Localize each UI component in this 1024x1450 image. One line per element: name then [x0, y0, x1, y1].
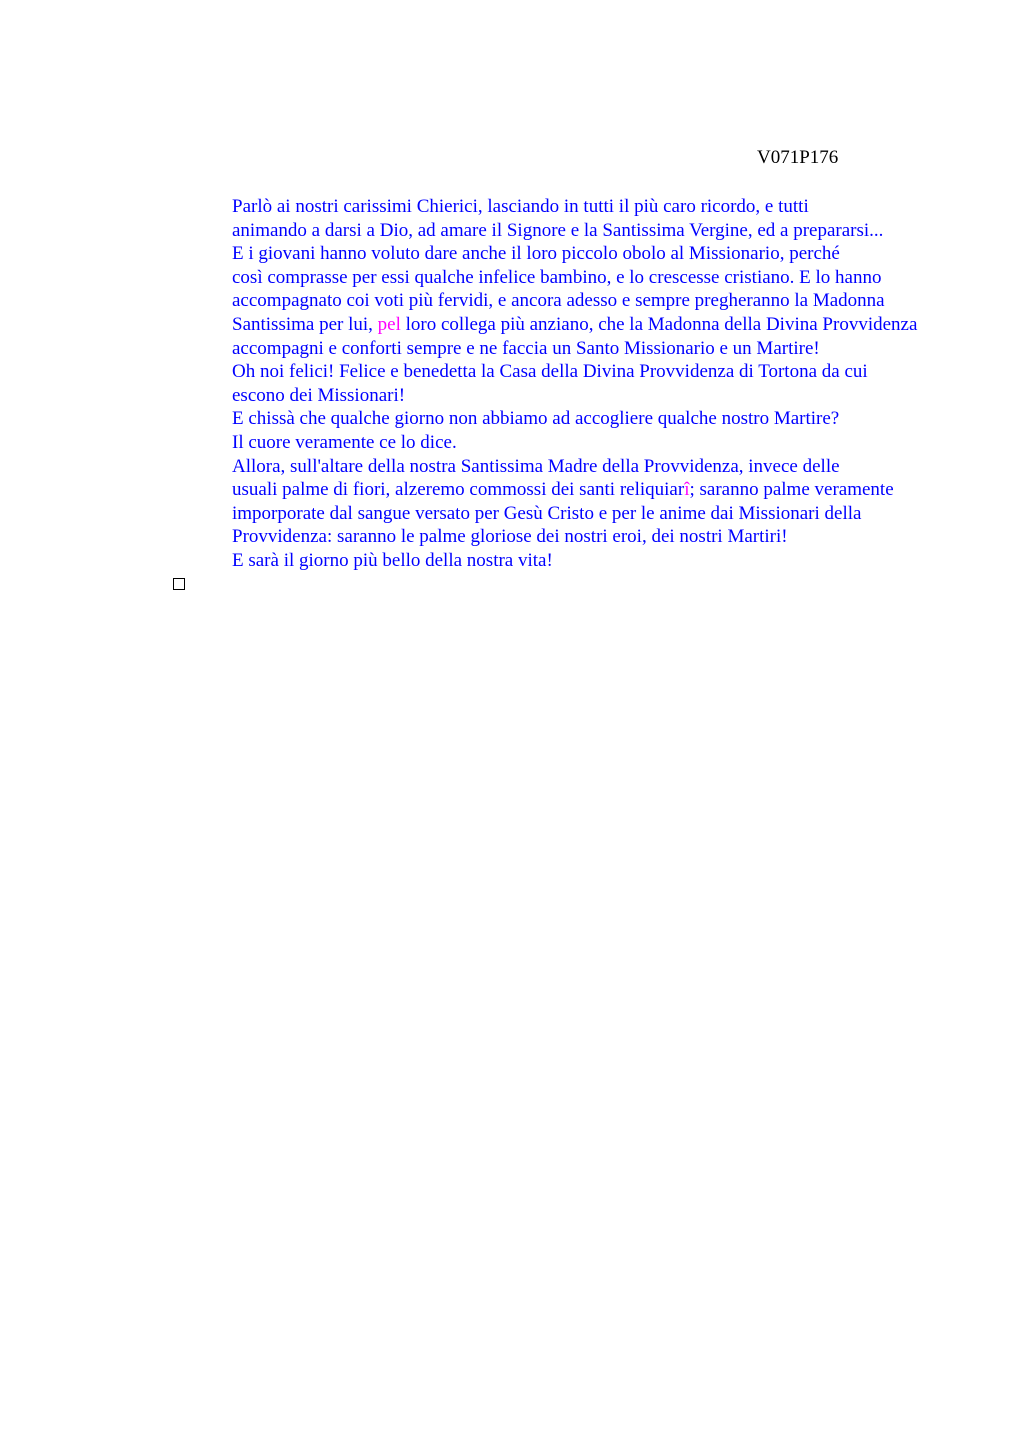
- text-line: Provvidenza: saranno le palme gloriose dei nostri eroi, dei nostri Martiri!: [232, 526, 788, 548]
- text-line: E sarà il giorno più bello della nostra vita!: [232, 549, 553, 571]
- text-segment: ; saranno palme veramente: [689, 479, 894, 501]
- text-segment: loro collega più anziano, che la Madonna della Divina Provvidenza: [400, 313, 918, 335]
- paragraph: [171, 455, 931, 549]
- text-line: Parlò ai nostri carissimi Chierici, lasciando in tutti il più caro ricordo, e tutti: [232, 196, 809, 217]
- document-body: [171, 195, 931, 573]
- text-line: Oh noi felici! Felice e benedetta la Casa della Divina Provvidenza di Tortona da cui: [232, 361, 868, 383]
- paragraph: [171, 360, 931, 407]
- text-line: Allora, sull'altare della nostra Santissima Madre della Provvidenza, invece delle: [232, 455, 840, 477]
- page-identifier: V071P176: [757, 147, 839, 168]
- paragraph: [171, 431, 931, 455]
- paragraph: [171, 407, 931, 431]
- text-line: così comprasse per essi qualche infelice bambino, e lo crescesse cristiano. E lo hanno: [232, 266, 882, 288]
- text-line: escono dei Missionari!: [232, 384, 406, 406]
- text-line: E i giovani hanno voluto dare anche il loro piccolo obolo al Missionario, perché: [232, 243, 840, 265]
- text-line: accompagni e conforti sempre e ne faccia un Santo Missionario e un Martire!: [232, 337, 820, 359]
- text-segment: usuali palme di fiori, alzeremo commossi dei santi reliquiar: [232, 479, 685, 501]
- text-line: [171, 313, 931, 337]
- empty-square-icon: [173, 578, 185, 590]
- paragraph: [171, 195, 931, 242]
- text-line: E chissà che qualche giorno non abbiamo ad accogliere qualche nostro Martire?: [232, 408, 840, 430]
- text-line: accompagnato coi voti più fervidi, e ancora adesso e sempre pregheranno la Madonna: [232, 290, 885, 312]
- text-line: Il cuore veramente ce lo dice.: [232, 431, 457, 453]
- text-line: animando a darsi a Dio, ad amare il Signore e la Santissima Vergine, ed a prepararsi...: [232, 219, 884, 241]
- text-line: imporporate dal sangue versato per Gesù Cristo e per le anime dai Missionari della: [232, 502, 862, 524]
- highlighted-word: pel: [377, 313, 401, 335]
- text-segment: Santissima per lui,: [232, 313, 378, 335]
- paragraph: [171, 242, 931, 360]
- text-line: [171, 478, 931, 502]
- highlighted-character: î: [684, 479, 690, 501]
- paragraph: [171, 549, 931, 573]
